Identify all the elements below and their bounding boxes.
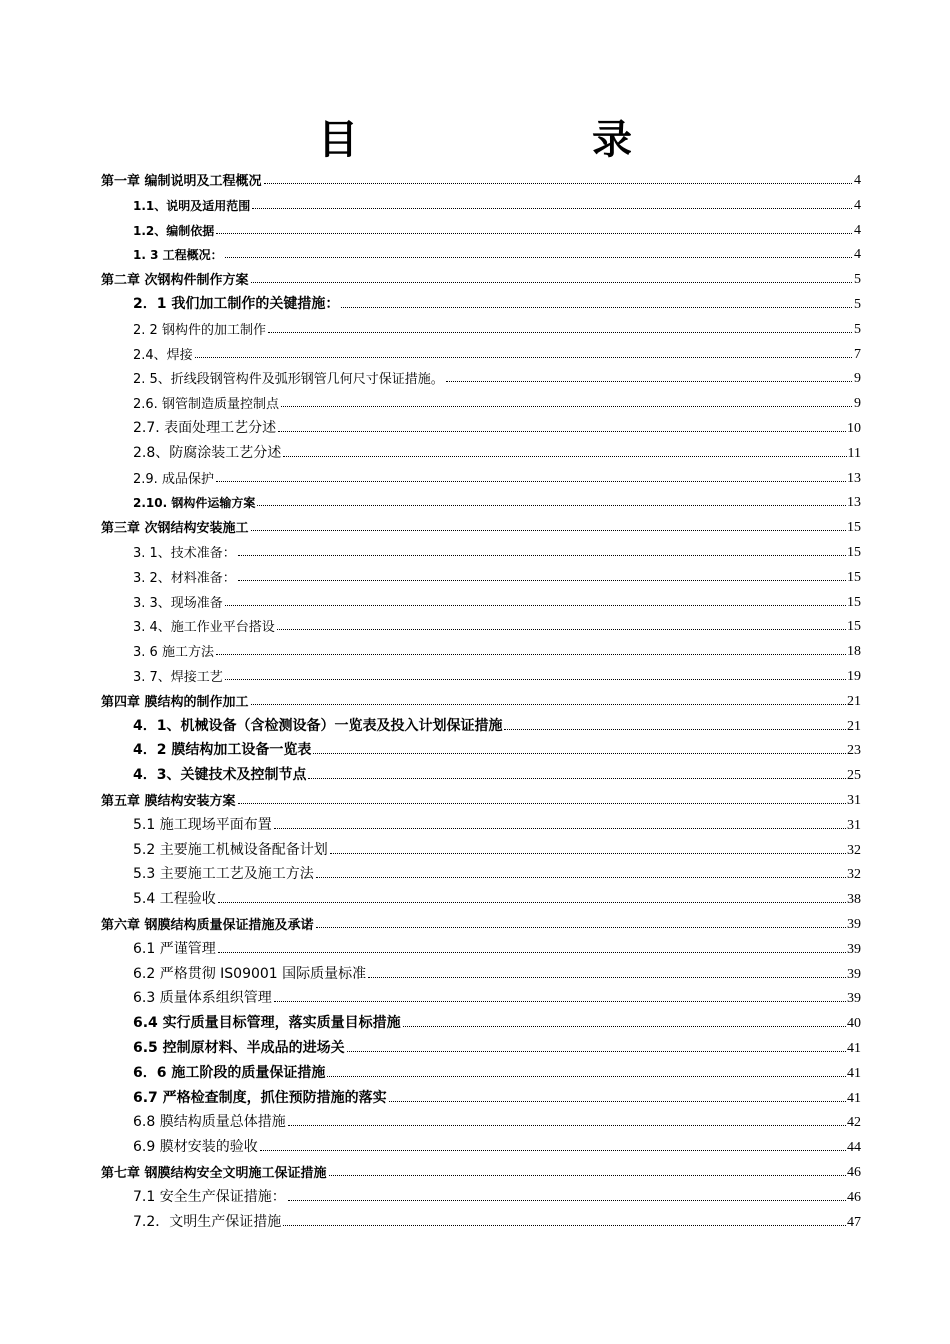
toc-page-number: 15	[847, 569, 861, 585]
toc-entry[interactable]	[133, 465, 861, 487]
toc-dot-leader	[216, 232, 852, 234]
toc-page-number: 18	[847, 644, 861, 660]
toc-entry[interactable]	[133, 613, 861, 635]
toc-page-number: 4	[854, 197, 861, 213]
toc-page-number: 15	[847, 545, 861, 560]
toc-entry-label: 1.2、编制依据	[133, 223, 215, 238]
toc-dot-leader	[504, 728, 846, 730]
toc-entry-label: 3. 4、施工作业平台搭设	[133, 620, 275, 636]
toc-entry-label: 5.1 施工现场平面布置	[133, 816, 272, 833]
toc-dot-leader	[251, 529, 846, 531]
toc-entry[interactable]	[101, 514, 861, 536]
toc-entry[interactable]	[133, 762, 861, 784]
toc-entry-label: 7.1 安全生产保证措施：	[133, 1188, 286, 1205]
toc-dot-leader	[347, 1050, 846, 1052]
toc-page-number: 10	[847, 421, 861, 436]
toc-dot-leader	[260, 1149, 846, 1151]
toc-entry-label: 3. 1、技术准备：	[133, 546, 236, 561]
toc-entry-label: 6.8 膜结构质量总体措施	[133, 1114, 286, 1131]
toc-entry[interactable]	[133, 217, 861, 239]
toc-dot-leader	[252, 207, 852, 209]
toc-page-number: 13	[847, 470, 861, 486]
toc-dot-leader	[329, 1174, 846, 1176]
toc-entry-label: 2.10. 钢构件运输方案	[133, 496, 256, 511]
toc-page-number: 31	[847, 793, 861, 808]
toc-entry-label: 2.4、焊接	[133, 347, 193, 363]
toc-entry[interactable]	[133, 341, 861, 363]
toc-dot-leader	[225, 256, 852, 258]
toc-entry-label: 2．1 我们加工制作的关键措施：	[133, 296, 340, 312]
toc-page-number: 9	[854, 396, 861, 412]
toc-entry-label: 第六章 钢膜结构质量保证措施及承诺	[101, 918, 314, 933]
toc-dot-leader	[274, 1000, 846, 1002]
toc-dot-leader	[313, 752, 846, 754]
toc-page-number: 5	[854, 297, 861, 312]
toc-page-number: 5	[854, 272, 861, 288]
toc-dot-leader	[278, 430, 846, 432]
toc-page-number: 4	[854, 247, 861, 263]
toc-entry-label: 4．1、机械设备（含检测设备）一览表及投入计划保证措施	[133, 717, 503, 734]
toc-page-number: 21	[847, 718, 861, 734]
toc-page-number: 32	[847, 867, 861, 883]
toc-dot-leader	[218, 951, 846, 953]
toc-page-number: 19	[847, 669, 861, 684]
toc-page-number: 9	[854, 371, 861, 387]
toc-entry[interactable]	[133, 1010, 861, 1032]
toc-entry[interactable]	[101, 266, 861, 288]
toc-dot-leader	[216, 480, 846, 482]
toc-page-number: 41	[847, 1090, 861, 1106]
toc-page-number: 15	[847, 619, 861, 635]
toc-entry-label: 1.1、说明及适用范围	[133, 198, 251, 213]
toc-entry-label: 第五章 膜结构安装方案	[101, 794, 236, 809]
toc-page-number: 23	[847, 743, 861, 759]
toc-entry[interactable]	[133, 1134, 861, 1156]
toc-entry-label: 6.4 实行质量目标管理，落实质量目标措施	[133, 1015, 401, 1032]
toc-entry-label: 7.2．文明生产保证措施	[133, 1213, 282, 1230]
toc-entry[interactable]	[133, 440, 861, 462]
toc-dot-leader	[330, 852, 846, 854]
toc-page-number: 46	[847, 1165, 861, 1180]
toc-entry[interactable]	[133, 489, 861, 511]
toc-dot-leader	[225, 678, 846, 680]
toc-page-number: 39	[847, 991, 861, 1007]
toc-entry[interactable]	[133, 985, 861, 1007]
toc-dot-leader	[238, 802, 846, 804]
toc-entry[interactable]	[133, 192, 861, 214]
toc-entry-label: 2.7. 表面处理工艺分述	[133, 420, 277, 436]
toc-entry[interactable]	[133, 589, 861, 611]
toc-entry[interactable]	[101, 167, 861, 189]
toc-entry-label: 3. 7、焊接工艺	[133, 670, 223, 685]
toc-entry-label: 6.2 严格贯彻 IS09001 国际质量标准	[133, 965, 367, 982]
toc-entry-label: 6.7 严格检查制度，抓住预防措施的落实	[133, 1089, 387, 1106]
toc-entry-label: 2.9. 成品保护	[133, 471, 214, 487]
toc-entry[interactable]	[133, 936, 861, 958]
toc-entry[interactable]	[101, 911, 861, 933]
toc-page-number: 39	[847, 941, 861, 957]
toc-entry[interactable]	[133, 638, 861, 660]
toc-page-number: 13	[847, 495, 861, 511]
toc-entry[interactable]	[133, 390, 861, 412]
toc-entry-label: 第四章 膜结构的制作加工	[101, 694, 249, 710]
toc-dot-leader	[283, 455, 846, 457]
toc-entry[interactable]	[133, 1209, 861, 1231]
toc-entry[interactable]	[133, 1060, 861, 1082]
toc-entry[interactable]	[133, 812, 861, 834]
toc-page-number: 7	[854, 346, 861, 362]
toc-entry-label: 1. 3 工程概况：	[133, 248, 223, 263]
toc-entry-label: 3. 6 施工方法	[133, 645, 214, 661]
toc-entry[interactable]	[133, 961, 861, 983]
toc-dot-leader	[264, 182, 852, 184]
toc-entry[interactable]	[133, 1035, 861, 1057]
toc-entry-label: 4．3、关键技术及控制节点	[133, 767, 307, 784]
toc-dot-leader	[281, 405, 852, 407]
toc-entry-label: 2. 5、折线段钢管构件及弧形钢管几何尺寸保证措施。	[133, 372, 444, 388]
toc-entry[interactable]	[133, 737, 861, 759]
toc-entry-label: 第二章 次钢构件制作方案	[101, 273, 249, 289]
toc-dot-leader	[268, 331, 852, 333]
toc-entry[interactable]	[133, 316, 861, 338]
toc-entry-label: 6.5 控制原材料、半成品的进场关	[133, 1040, 345, 1056]
toc-dot-leader	[277, 628, 846, 630]
toc-entry-label: 2.6. 钢管制造质量控制点	[133, 397, 279, 413]
toc-entry[interactable]	[101, 688, 861, 710]
toc-dot-leader	[218, 901, 846, 903]
toc-entry-label: 5.4 工程验收	[133, 891, 216, 908]
page-title: 目 录	[318, 116, 742, 163]
toc-entry-label: 6.3 质量体系组织管理	[133, 990, 272, 1007]
toc-page-number: 38	[847, 892, 861, 908]
toc-dot-leader	[389, 1100, 846, 1102]
toc-dot-leader	[288, 1124, 846, 1126]
toc-dot-leader	[316, 926, 846, 928]
toc-page-number: 5	[854, 321, 861, 337]
toc-entry-label: 2.8、防腐涂装工艺分述	[133, 444, 282, 461]
toc-entry-label: 6．6 施工阶段的质量保证措施	[133, 1064, 326, 1081]
toc-entry[interactable]	[133, 415, 861, 437]
toc-dot-leader	[288, 1199, 846, 1201]
toc-entry[interactable]	[133, 365, 861, 387]
toc-page-number: 41	[847, 1041, 861, 1056]
toc-entry[interactable]	[133, 663, 861, 685]
toc-entry[interactable]	[133, 1109, 861, 1131]
toc-dot-leader	[403, 1025, 846, 1027]
toc-dot-leader	[195, 356, 852, 358]
toc-entry[interactable]	[133, 1184, 861, 1206]
toc-entry-label: 第三章 次钢结构安装施工	[101, 521, 249, 537]
toc-dot-leader	[225, 604, 846, 606]
toc-entry-label: 3. 2、材料准备：	[133, 570, 236, 586]
toc-dot-leader	[368, 976, 846, 978]
toc-page-number: 15	[847, 594, 861, 610]
toc-page-number: 4	[854, 222, 861, 238]
toc-dot-leader	[341, 306, 852, 308]
toc-entry[interactable]	[133, 564, 861, 586]
toc-page-number: 44	[847, 1140, 861, 1156]
toc-page-number: 15	[847, 520, 861, 536]
toc-entry[interactable]	[133, 1085, 861, 1107]
toc-entry-label: 6.1 严谨管理	[133, 940, 216, 957]
toc-entry-label: 第七章 钢膜结构安全文明施工保证措施	[101, 1166, 327, 1181]
toc-dot-leader	[316, 876, 846, 878]
toc-entry-label: 5.2 主要施工机械设备配备计划	[133, 841, 328, 858]
toc-page-number: 39	[847, 917, 861, 932]
toc-entry-label: 4．2 膜结构加工设备一览表	[133, 742, 312, 759]
toc-page-number: 4	[854, 173, 861, 188]
toc-page-number: 11	[847, 445, 861, 461]
toc-dot-leader	[308, 777, 846, 779]
toc-entry[interactable]	[133, 241, 861, 263]
toc-entry[interactable]	[133, 539, 861, 561]
toc-page-number: 47	[847, 1214, 861, 1230]
toc-page-number: 32	[847, 842, 861, 858]
toc-page-number: 41	[847, 1065, 861, 1081]
toc-entry-label: 3. 3、现场准备	[133, 595, 223, 611]
toc-dot-leader	[327, 1075, 846, 1077]
toc-entry[interactable]	[133, 861, 861, 883]
toc-dot-leader	[216, 653, 846, 655]
toc-entry[interactable]	[133, 837, 861, 859]
toc-entry-label: 6.9 膜材安装的验收	[133, 1139, 258, 1156]
toc-entry-label: 第一章 编制说明及工程概况	[101, 174, 262, 189]
toc-entry[interactable]	[101, 787, 861, 809]
toc-page-number: 39	[847, 966, 861, 982]
toc-entry-label: 5.3 主要施工工艺及施工方法	[133, 866, 314, 883]
toc-dot-leader	[238, 579, 846, 581]
toc-page-number: 42	[847, 1115, 861, 1131]
toc-entry[interactable]	[101, 1159, 861, 1181]
toc-entry[interactable]	[133, 291, 861, 313]
toc-entry-label: 2. 2 钢构件的加工制作	[133, 322, 266, 338]
toc-dot-leader	[283, 1224, 846, 1226]
toc-dot-leader	[238, 554, 846, 556]
toc-entry[interactable]	[133, 886, 861, 908]
toc-dot-leader	[274, 827, 846, 829]
toc-dot-leader	[251, 281, 852, 283]
toc-page-number: 40	[847, 1016, 861, 1032]
toc-dot-leader	[251, 703, 846, 705]
toc-page-number: 25	[847, 768, 861, 784]
toc-page-number: 31	[847, 817, 861, 833]
toc-entry[interactable]	[133, 713, 861, 735]
toc-page-number: 21	[847, 693, 861, 709]
toc-page-number: 46	[847, 1189, 861, 1205]
toc-dot-leader	[257, 504, 846, 506]
toc-dot-leader	[446, 380, 852, 382]
